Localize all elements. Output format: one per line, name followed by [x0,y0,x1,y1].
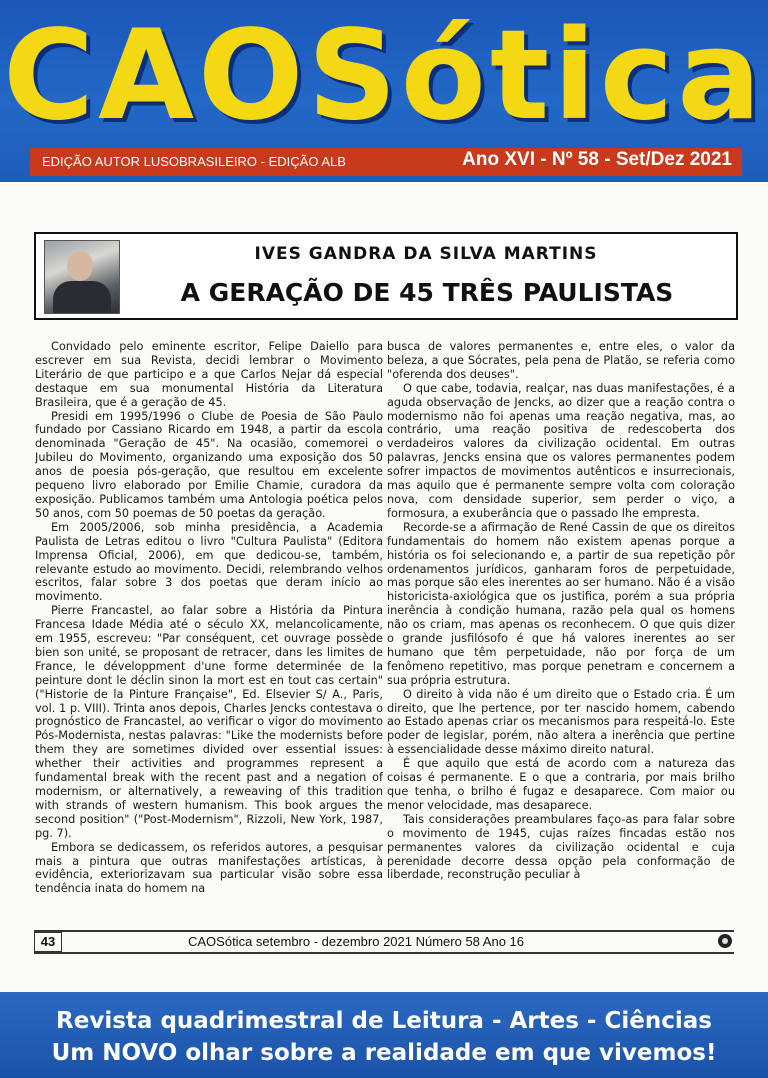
author-photo [44,240,120,314]
paragraph: O direito à vida não é um direito que o Estado cria. É um direito, que lhe pertence, por ter nascido homem, cabendo ao Estado apenas criar os mecanismos para respeitá-lo. Este poder de legislar, porém, não altera a inerência que pertine à essencialidade desse máximo direito natural. [387,687,735,757]
paragraph: Em 2005/2006, sob minha presidência, a Academia Paulista de Letras editou o livro "Cultura Paulista" (Editora Imprensa Oficial, 2006), em que dedicou-se, também, relevante estudo ao movimento. Decidi, relembrando velhos escritos, falar sobre 3 dos poetas que deram início ao movimento. [35,520,383,604]
banner-line-2: Um NOVO olhar sobre a realidade em que vivemos! [51,1040,717,1066]
edition-label: EDIÇÃO AUTOR LUSOBRASILEIRO - EDIÇÃO ALB [42,154,346,169]
paragraph: Convidado pelo eminente escritor, Felipe Daiello para escrever em sua Revista, decidi lembrar o Movimento Literário de que participo e a que Carlos Nejar dá especial destaque em sua monumental História da Literatura Brasileira, que é a geração de 45. [35,340,383,409]
magazine-title: CAOSótica [3,4,765,148]
footer-text: CAOSótica setembro - dezembro 2021 Número 58 Ano 16 [188,934,525,949]
paragraph: Recorde-se a afirmação de René Cassin de que os direitos fundamentais do homem não existem apenas porque a história os foi selecionando e, a partir de sua repetição pôr ordenamentos jurídicos, ganharam foros de perpetuidade, mas porque são eles inerentes ao ser humano. Não é a visão historicista-axiológica que os justifica, porém a sua própria inerência à condição humana, razão pela qual os homens não os criam, mas apenas os reconhecem. O que quis dizer o grande jusfilósofo é que há valores inerentes ao ser humano que têm perpetuidade, não por força de um fenômeno repetitivo, mas porque penetram e concernem a sua própria estrutura. [387,520,735,687]
article-column-left [35,340,383,936]
paragraph: Presidi em 1995/1996 o Clube de Poesia de São Paulo fundado por Cassiano Ricardo em 1948, a partir da escola denominada "Geração de 45". Na ocasião, comemorei o Jubileu do Movimento, organizando uma exposição dos 50 anos de poesia pós-geração, que resultou em excelente pequeno livro elaborado por Emilie Chamie, curadora da exposição. Publicamos também uma Antologia poética pelos 50 anos, com 50 poemas de 50 poetas da geração. [35,409,383,520]
paragraph: Tais considerações preambulares faço-as para falar sobre o movimento de 1945, cujas raízes fincadas estão nos permanentes valores da civilização ocidental e cuja perenidade decorre dessa opção pela conformação de liberdade, reconstrução peculiar à [387,812,735,882]
article-column-right [387,340,735,936]
masthead [0,0,768,182]
paragraph: Embora se dedicassem, os referidos autores, a pesquisar mais a pintura que outras manifestações artísticas, à evidência, exteriorizavam sua particular visão sobre essa tendência inata do homem na [35,840,383,896]
page-footer [34,930,734,954]
paragraph: O que cabe, todavia, realçar, nas duas manifestações, é a aguda observação de Jencks, ao dizer que a reação contra o modernismo não foi apenas uma reação negativa, mas, ao contrário, uma reação positiva de redescoberta dos verdadeiros valores da civilização ocidental. Em outras palavras, Jencks ensina que os valores permanentes podem sofrer impactos de movimentos autênticos e insurrecionais, mas aquilo que é permanente sempre volta com coloração nova, com densidade superior, sem perder o viço, a formosura, a exuberância que o passado lhe empresta. [387,381,735,520]
paragraph: É que aquilo que está de acordo com a natureza das coisas é permanente. E o que a contraria, por mais brilho que tenha, o brilho é fugaz e desaparece. Com maior ou menor velocidade, mas desaparece. [387,757,735,812]
article-title: A GERAÇÃO DE 45 TRÊS PAULISTAS [180,278,674,307]
paragraph: Pierre Francastel, ao falar sobre a História da Pintura Francesa Idade Média até o século XX, melancolicamente, em 1955, escreveu: "Par conséquent, cet ouvrage possède bien son unité, se proposant de retracer, dans les limites de France, le développment d'une forme determinée de la peinture dont le déclin sinon la mort est en tout cas certain" ("Historie de la Pinture Française", Ed. Elsevier S/ A., Paris, vol. 1 p. VIII). Trinta anos depois, Charles Jencks contestava o prognóstico de Francastel, ao verificar o vigor do movimento Pós-Modernista, nestas palavras: "Like the modernists before them they are sometimes divided over essential issues: whether their activities and programmes represent a fundamental break with the recent past and a negation of modernism, or alternatively, a reweaving of this tradition with strands of western humanism. This book argues the second position" ("Post-Modernism", Rizzoli, New York, 1987, pg. 7). [35,604,383,840]
article-header-box [34,232,738,320]
page-number: 43 [34,932,62,952]
paragraph: busca de valores permanentes e, entre eles, o valor da beleza, a que Sócrates, pela pena de Platão, se referia como "oferenda dos deuses". [387,340,735,381]
bottom-banner [0,992,768,1078]
banner-line-1: Revista quadrimestral de Leitura - Artes - Ciências [56,1008,712,1034]
logo-icon [718,934,732,948]
author-name: IVES GANDRA DA SILVA MARTINS [254,244,598,264]
issue-label: Ano XVI - Nº 58 - Set/Dez 2021 [462,149,732,170]
